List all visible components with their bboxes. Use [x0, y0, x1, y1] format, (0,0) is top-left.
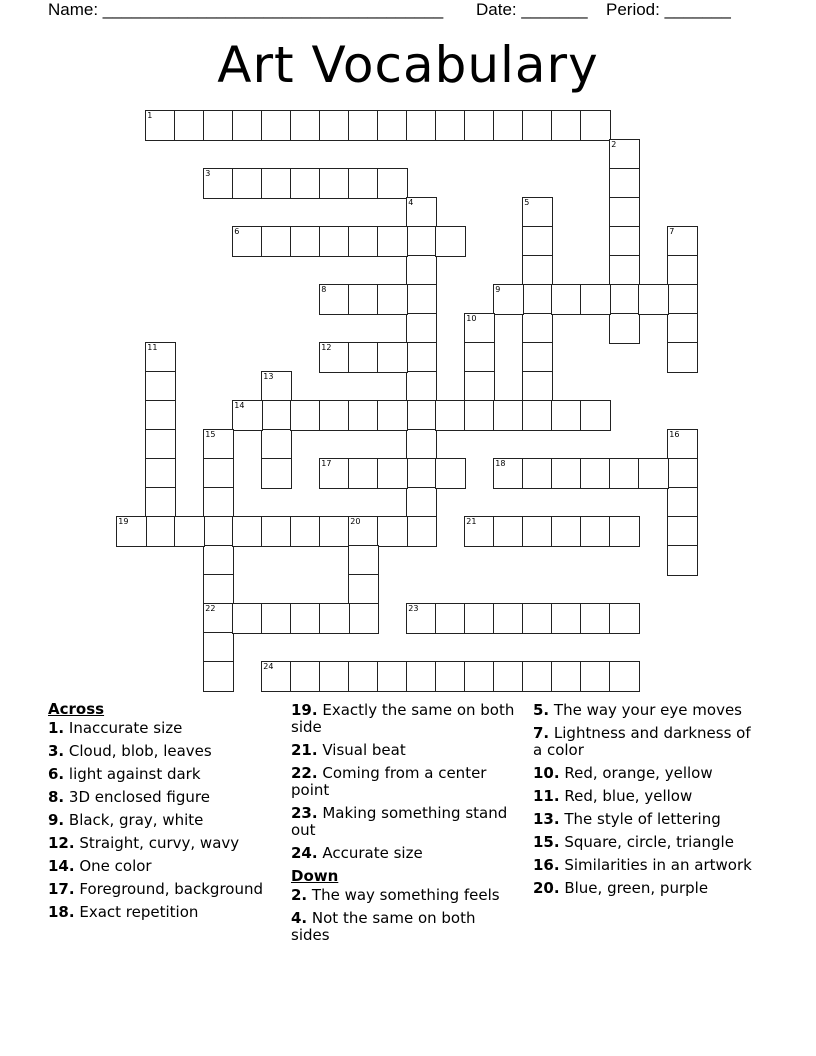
crossword-cell[interactable] — [522, 400, 553, 431]
crossword-cell[interactable] — [377, 400, 408, 431]
clue-number-label: 23. — [291, 804, 318, 822]
down-heading: Down — [291, 867, 339, 885]
crossword-cell[interactable] — [319, 661, 350, 692]
crossword-cell[interactable] — [435, 458, 466, 489]
crossword-cell[interactable] — [580, 661, 611, 692]
clue-number-label: 3. — [48, 742, 65, 760]
crossword-cell[interactable] — [667, 545, 698, 576]
clue-text: Red, orange, yellow — [559, 764, 713, 782]
clue-text: Lightness and darkness of a color — [533, 724, 751, 759]
crossword-cell[interactable] — [319, 284, 350, 315]
clue-number-label: 15. — [533, 833, 560, 851]
clue-item — [291, 742, 516, 759]
crossword-cell[interactable] — [435, 110, 466, 141]
clue-item — [533, 725, 763, 759]
clue-text: Not the same on both sides — [291, 909, 476, 944]
clue-item — [291, 805, 516, 839]
crossword-cell[interactable] — [319, 110, 350, 141]
crossword-cell[interactable] — [145, 487, 176, 518]
crossword-cell[interactable] — [464, 661, 495, 692]
clue-number-label: 7. — [533, 724, 550, 742]
clue-number: 7 — [669, 227, 675, 237]
crossword-cell[interactable] — [348, 574, 379, 605]
crossword-cell[interactable] — [348, 342, 379, 373]
crossword-cell[interactable] — [319, 342, 350, 373]
crossword-cell[interactable] — [261, 429, 292, 460]
crossword-cell[interactable] — [377, 110, 408, 141]
clue-text: Exact repetition — [74, 903, 199, 921]
crossword-cell[interactable] — [435, 603, 466, 634]
clue-number-label: 16. — [533, 856, 560, 874]
crossword-cell[interactable] — [638, 458, 669, 489]
clues-column-2 — [291, 702, 516, 950]
clue-number-label: 21. — [291, 741, 318, 759]
crossword-cell[interactable] — [406, 458, 437, 489]
crossword-cell[interactable] — [580, 603, 611, 634]
clue-item — [48, 904, 283, 921]
crossword-cell[interactable] — [580, 516, 611, 547]
crossword-cell[interactable] — [145, 516, 176, 547]
crossword-cell[interactable] — [145, 400, 176, 431]
crossword-cell[interactable] — [406, 255, 437, 286]
crossword-cell[interactable] — [638, 284, 669, 315]
crossword-cell[interactable] — [203, 574, 234, 605]
crossword-cell[interactable] — [493, 516, 524, 547]
crossword-cell[interactable] — [377, 284, 408, 315]
crossword-cell[interactable] — [348, 661, 379, 692]
crossword-cell[interactable] — [464, 342, 495, 373]
crossword-cell[interactable] — [203, 110, 234, 141]
crossword-cell[interactable] — [348, 400, 379, 431]
clue-text: Visual beat — [317, 741, 406, 759]
crossword-cell[interactable] — [377, 458, 408, 489]
crossword-cell[interactable] — [493, 458, 524, 489]
clue-number-label: 17. — [48, 880, 75, 898]
crossword-cell[interactable] — [435, 400, 466, 431]
clue-item — [533, 788, 763, 805]
clue-number-label: 9. — [48, 811, 65, 829]
crossword-cell[interactable] — [522, 458, 553, 489]
crossword-cell[interactable] — [609, 603, 640, 634]
clue-item — [48, 812, 283, 829]
crossword-cell[interactable] — [406, 342, 437, 373]
crossword-cell[interactable] — [435, 226, 466, 257]
clue-text: Similarities in an artwork — [559, 856, 752, 874]
clue-item — [533, 880, 763, 897]
clue-text: The style of lettering — [559, 810, 721, 828]
clue-text: Red, blue, yellow — [559, 787, 693, 805]
crossword-cell[interactable] — [290, 226, 321, 257]
clue-text: Blue, green, purple — [559, 879, 709, 897]
clue-number-label: 12. — [48, 834, 75, 852]
crossword-cell[interactable] — [145, 110, 176, 141]
clue-item — [48, 881, 283, 898]
crossword-cell[interactable] — [609, 458, 640, 489]
crossword-cell[interactable] — [348, 284, 379, 315]
crossword-cell[interactable] — [493, 400, 524, 431]
date-field[interactable]: Date: _______ — [476, 0, 588, 19]
clue-item — [291, 702, 516, 736]
crossword-cell[interactable] — [377, 168, 408, 199]
clue-number: 10 — [466, 314, 477, 324]
clue-number: 19 — [118, 517, 129, 527]
crossword-cell[interactable] — [464, 400, 495, 431]
crossword-cell[interactable] — [522, 371, 553, 402]
crossword-grid — [117, 111, 697, 691]
crossword-cell[interactable] — [319, 168, 350, 199]
crossword-cell[interactable] — [261, 603, 292, 634]
crossword-cell[interactable] — [261, 168, 292, 199]
crossword-cell[interactable] — [667, 429, 698, 460]
clue-text: The way something feels — [307, 886, 500, 904]
clue-number-label: 24. — [291, 844, 318, 862]
crossword-cell[interactable] — [203, 168, 234, 199]
clue-item — [533, 857, 763, 874]
crossword-cell[interactable] — [319, 603, 350, 634]
clue-text: One color — [74, 857, 152, 875]
crossword-cell[interactable] — [377, 226, 408, 257]
clue-number: 14 — [234, 401, 245, 411]
clue-text: Straight, curvy, wavy — [74, 834, 240, 852]
crossword-cell[interactable] — [493, 603, 524, 634]
clue-number: 22 — [205, 604, 216, 614]
clue-text: The way your eye moves — [549, 701, 742, 719]
clue-text: Square, circle, triangle — [559, 833, 734, 851]
crossword-cell[interactable] — [232, 603, 263, 634]
crossword-cell[interactable] — [493, 661, 524, 692]
crossword-cell[interactable] — [667, 342, 698, 373]
crossword-cell[interactable] — [319, 516, 350, 547]
crossword-cell[interactable] — [203, 458, 234, 489]
clue-number-label: 4. — [291, 909, 308, 927]
clue-number: 12 — [321, 343, 332, 353]
crossword-cell[interactable] — [406, 110, 437, 141]
crossword-cell[interactable] — [290, 400, 321, 431]
crossword-cell[interactable] — [261, 226, 292, 257]
clue-number: 5 — [524, 198, 530, 208]
clue-number-label: 1. — [48, 719, 65, 737]
crossword-cell[interactable] — [551, 661, 582, 692]
crossword-cell[interactable] — [667, 458, 698, 489]
clue-text: Cloud, blob, leaves — [64, 742, 212, 760]
clue-text: Exactly the same on both side — [291, 701, 515, 736]
clue-text: Accurate size — [317, 844, 423, 862]
crossword-cell[interactable] — [203, 516, 234, 547]
crossword-cell[interactable] — [377, 342, 408, 373]
crossword-cell[interactable] — [551, 284, 582, 315]
crossword-cell[interactable] — [609, 139, 640, 170]
crossword-cell[interactable] — [522, 661, 553, 692]
crossword-cell[interactable] — [145, 429, 176, 460]
period-field[interactable]: Period: _______ — [606, 0, 731, 19]
crossword-cell[interactable] — [145, 458, 176, 489]
clue-text: 3D enclosed figure — [64, 788, 210, 806]
clue-text: Making something stand out — [291, 804, 508, 839]
crossword-cell[interactable] — [116, 516, 147, 547]
crossword-cell[interactable] — [464, 371, 495, 402]
clue-number: 16 — [669, 430, 680, 440]
crossword-cell[interactable] — [667, 313, 698, 344]
clue-item — [48, 743, 283, 760]
crossword-cell[interactable] — [290, 516, 321, 547]
crossword-cell[interactable] — [290, 661, 321, 692]
crossword-cell[interactable] — [406, 516, 437, 547]
crossword-cell[interactable] — [551, 400, 582, 431]
clue-number: 18 — [495, 459, 506, 469]
crossword-cell[interactable] — [406, 400, 437, 431]
clue-number: 4 — [408, 198, 414, 208]
clue-number-label: 13. — [533, 810, 560, 828]
crossword-cell[interactable] — [609, 197, 640, 228]
crossword-cell[interactable] — [493, 110, 524, 141]
crossword-cell[interactable] — [406, 284, 437, 315]
clue-number-label: 10. — [533, 764, 560, 782]
crossword-cell[interactable] — [232, 226, 263, 257]
clue-number: 11 — [147, 343, 158, 353]
crossword-cell[interactable] — [348, 545, 379, 576]
crossword-cell[interactable] — [551, 458, 582, 489]
crossword-cell[interactable] — [348, 458, 379, 489]
clue-number-label: 6. — [48, 765, 65, 783]
crossword-cell[interactable] — [406, 197, 437, 228]
crossword-cell[interactable] — [261, 458, 292, 489]
crossword-cell[interactable] — [145, 371, 176, 402]
clues-column-1 — [48, 701, 283, 927]
crossword-cell[interactable] — [232, 110, 263, 141]
clue-number: 9 — [495, 285, 501, 295]
clue-number: 23 — [408, 604, 419, 614]
crossword-cell[interactable] — [580, 400, 611, 431]
crossword-cell[interactable] — [406, 313, 437, 344]
clue-item — [533, 702, 763, 719]
crossword-cell[interactable] — [551, 110, 582, 141]
crossword-cell[interactable] — [377, 516, 408, 547]
crossword-cell[interactable] — [319, 400, 350, 431]
clues-column-3 — [533, 702, 763, 903]
clue-text: Black, gray, white — [64, 811, 204, 829]
crossword-cell[interactable] — [290, 603, 321, 634]
crossword-cell[interactable] — [174, 516, 205, 547]
crossword-cell[interactable] — [348, 168, 379, 199]
crossword-cell[interactable] — [174, 110, 205, 141]
across-heading: Across — [48, 700, 105, 718]
crossword-cell[interactable] — [261, 110, 292, 141]
crossword-cell[interactable] — [522, 284, 553, 315]
name-field[interactable]: Name: ____________________________________ — [48, 0, 444, 19]
crossword-cell[interactable] — [261, 661, 292, 692]
crossword-cell[interactable] — [667, 487, 698, 518]
clue-number: 15 — [205, 430, 216, 440]
clue-text: Inaccurate size — [64, 719, 183, 737]
clue-number: 8 — [321, 285, 327, 295]
crossword-cell[interactable] — [522, 516, 553, 547]
crossword-cell[interactable] — [580, 458, 611, 489]
crossword-cell[interactable] — [406, 429, 437, 460]
clue-number: 6 — [234, 227, 240, 237]
clue-number-label: 14. — [48, 857, 75, 875]
crossword-cell[interactable] — [319, 458, 350, 489]
clue-item — [48, 789, 283, 806]
crossword-cell[interactable] — [203, 487, 234, 518]
crossword-cell[interactable] — [406, 487, 437, 518]
clue-text: Coming from a center point — [291, 764, 487, 799]
crossword-cell[interactable] — [290, 168, 321, 199]
crossword-cell[interactable] — [406, 603, 437, 634]
clue-item — [533, 834, 763, 851]
crossword-cell[interactable] — [261, 400, 292, 431]
crossword-cell[interactable] — [522, 313, 553, 344]
crossword-cell[interactable] — [348, 226, 379, 257]
crossword-cell[interactable] — [609, 516, 640, 547]
crossword-cell[interactable] — [406, 661, 437, 692]
clue-item — [48, 858, 283, 875]
crossword-cell[interactable] — [261, 516, 292, 547]
crossword-cell[interactable] — [348, 516, 379, 547]
crossword-cell[interactable] — [232, 516, 263, 547]
page-title: Art Vocabulary — [217, 36, 599, 94]
crossword-cell[interactable] — [609, 661, 640, 692]
clue-item — [291, 765, 516, 799]
clue-text: Foreground, background — [74, 880, 264, 898]
crossword-cell[interactable] — [667, 284, 698, 315]
clue-number: 1 — [147, 111, 153, 121]
clue-number-label: 8. — [48, 788, 65, 806]
crossword-cell[interactable] — [609, 255, 640, 286]
clue-number: 20 — [350, 517, 361, 527]
clue-text: light against dark — [64, 765, 201, 783]
clue-item — [291, 887, 516, 904]
crossword-cell[interactable] — [406, 371, 437, 402]
clue-number-label: 22. — [291, 764, 318, 782]
crossword-cell[interactable] — [464, 516, 495, 547]
clue-item — [48, 766, 283, 783]
crossword-cell[interactable] — [435, 661, 466, 692]
clue-item — [291, 910, 516, 944]
crossword-cell[interactable] — [551, 516, 582, 547]
crossword-cell[interactable] — [609, 168, 640, 199]
crossword-cell[interactable] — [609, 284, 640, 315]
clue-number-label: 20. — [533, 879, 560, 897]
crossword-cell[interactable] — [203, 603, 234, 634]
crossword-cell[interactable] — [348, 603, 379, 634]
crossword-cell[interactable] — [232, 400, 263, 431]
clue-item — [48, 720, 283, 737]
crossword-cell[interactable] — [464, 110, 495, 141]
crossword-cell[interactable] — [580, 284, 611, 315]
crossword-cell[interactable] — [522, 603, 553, 634]
crossword-cell[interactable] — [493, 284, 524, 315]
clue-number: 21 — [466, 517, 477, 527]
crossword-cell[interactable] — [551, 603, 582, 634]
clue-item — [48, 835, 283, 852]
crossword-cell[interactable] — [522, 110, 553, 141]
clue-number-label: 5. — [533, 701, 550, 719]
crossword-cell[interactable] — [580, 110, 611, 141]
crossword-cell[interactable] — [667, 255, 698, 286]
crossword-cell[interactable] — [522, 255, 553, 286]
crossword-cell[interactable] — [609, 226, 640, 257]
crossword-cell[interactable] — [348, 110, 379, 141]
clue-item — [291, 845, 516, 862]
clue-number: 24 — [263, 662, 274, 672]
crossword-cell[interactable] — [522, 197, 553, 228]
crossword-cell[interactable] — [290, 110, 321, 141]
clue-item — [533, 811, 763, 828]
crossword-cell[interactable] — [377, 661, 408, 692]
crossword-cell[interactable] — [203, 545, 234, 576]
clue-number: 17 — [321, 459, 332, 469]
crossword-cell[interactable] — [464, 603, 495, 634]
crossword-cell[interactable] — [522, 226, 553, 257]
crossword-cell[interactable] — [203, 661, 234, 692]
clue-number-label: 19. — [291, 701, 318, 719]
crossword-cell[interactable] — [464, 313, 495, 344]
clue-number: 2 — [611, 140, 617, 150]
crossword-cell[interactable] — [232, 168, 263, 199]
crossword-cell[interactable] — [261, 371, 292, 402]
crossword-cell[interactable] — [609, 313, 640, 344]
crossword-cell[interactable] — [522, 342, 553, 373]
crossword-cell[interactable] — [406, 226, 437, 257]
crossword-cell[interactable] — [667, 226, 698, 257]
crossword-cell[interactable] — [203, 632, 234, 663]
clue-number: 13 — [263, 372, 274, 382]
clue-number-label: 11. — [533, 787, 560, 805]
clue-number: 3 — [205, 169, 211, 179]
crossword-cell[interactable] — [319, 226, 350, 257]
clue-item — [533, 765, 763, 782]
crossword-cell[interactable] — [145, 342, 176, 373]
crossword-cell[interactable] — [203, 429, 234, 460]
clue-number-label: 18. — [48, 903, 75, 921]
clue-number-label: 2. — [291, 886, 308, 904]
crossword-cell[interactable] — [667, 516, 698, 547]
